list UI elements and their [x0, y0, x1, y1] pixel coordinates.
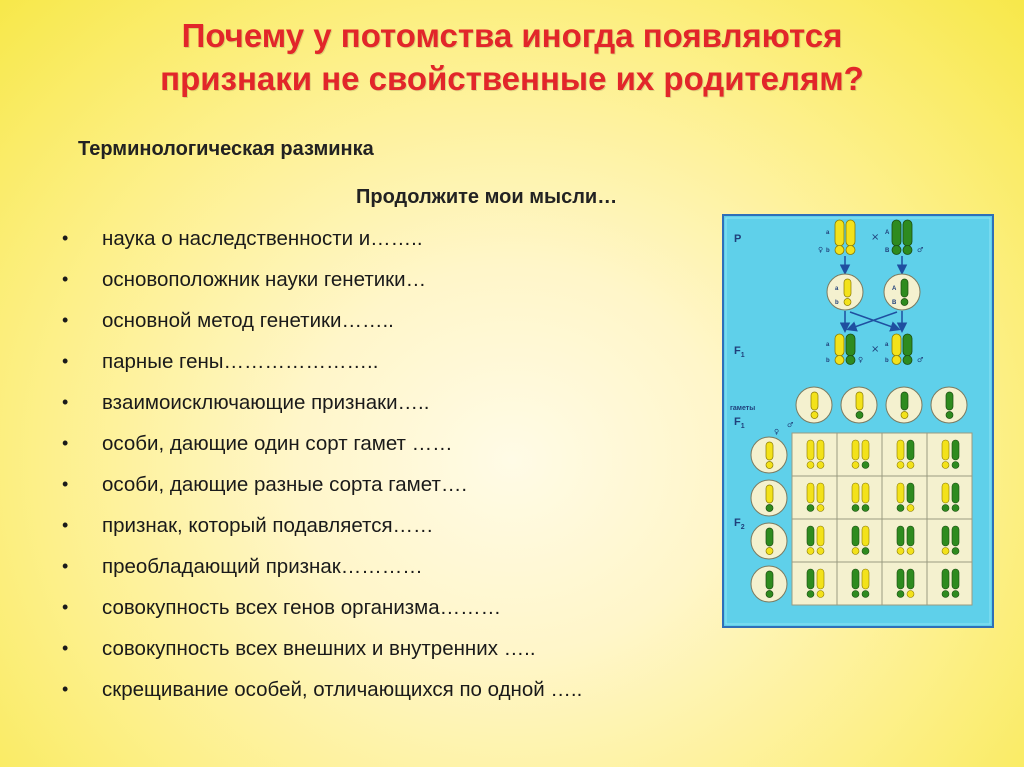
parent-gamete-ab — [827, 274, 863, 310]
term-list — [62, 218, 582, 710]
chromosome-dot — [817, 548, 824, 555]
gamete-aB — [886, 387, 922, 423]
chromosome-dot — [817, 505, 824, 512]
chromosome-dot — [817, 591, 824, 598]
punnett-cell — [837, 519, 882, 562]
punnett-cell — [882, 519, 927, 562]
list-item-text: взаимоисключающие признаки….. — [102, 391, 430, 414]
chromosome-dot — [942, 591, 949, 598]
chromosome-dot — [907, 591, 914, 598]
chromosome-dot — [952, 462, 959, 469]
svg-text:b: b — [826, 248, 830, 254]
svg-text:♀: ♀ — [774, 428, 780, 436]
bullet-icon: • — [62, 638, 69, 658]
svg-text:a: a — [826, 230, 830, 236]
bullet-icon: • — [62, 474, 69, 494]
bullet-icon: • — [62, 310, 69, 330]
chromosome-dot — [807, 462, 814, 469]
punnett-cell — [792, 519, 837, 562]
chromosome-bar — [862, 526, 869, 546]
parent-gamete-AB — [884, 274, 920, 310]
title-line-2: признаки не свойственные их родителям? — [160, 60, 864, 97]
bullet-icon: • — [62, 269, 69, 289]
list-item-text: особи, дающие один сорт гамет …… — [102, 432, 453, 455]
bullet-icon: • — [62, 679, 69, 699]
chromosome-bar — [817, 440, 824, 460]
list-item-text: парные гены………………….. — [102, 350, 379, 373]
label-gametes: гаметы — [730, 405, 756, 412]
subtitle: Терминологическая разминка — [78, 138, 374, 160]
svg-text:a: a — [835, 286, 839, 292]
bullet-icon: • — [62, 515, 69, 535]
punnett-cell — [882, 562, 927, 605]
svg-text:B: B — [892, 300, 897, 306]
chromosome-dot — [862, 462, 869, 469]
chromosome-bar — [897, 440, 904, 460]
list-item — [62, 669, 582, 710]
chromosome-bar — [852, 526, 859, 546]
chromosome-dot — [807, 591, 814, 598]
chromosome-bar — [952, 569, 959, 589]
chromosome-bar — [852, 440, 859, 460]
bullet-icon: • — [62, 597, 69, 617]
bullet-icon: • — [62, 433, 69, 453]
chromosome-bar — [852, 569, 859, 589]
chromosome-bar — [897, 569, 904, 589]
svg-text:b: b — [835, 300, 839, 306]
punnett-cell — [837, 433, 882, 476]
chromosome-bar — [942, 569, 949, 589]
list-item-text: основоположник науки генетики… — [102, 268, 427, 291]
svg-text:a: a — [885, 342, 889, 348]
bullet-icon: • — [62, 392, 69, 412]
list-item-text: наука о наследственности и…….. — [102, 227, 423, 250]
punnett-cell — [882, 433, 927, 476]
gamete-Ab — [841, 387, 877, 423]
list-item — [62, 628, 582, 669]
chromosome-bar — [807, 440, 814, 460]
list-item — [62, 382, 582, 423]
punnett-cell — [927, 562, 972, 605]
chromosome-bar — [942, 526, 949, 546]
chromosome-dot — [907, 505, 914, 512]
svg-text:B: B — [885, 248, 890, 254]
chromosome-bar — [897, 483, 904, 503]
chromosome-bar — [952, 483, 959, 503]
chromosome-bar — [807, 526, 814, 546]
list-item — [62, 587, 582, 628]
punnett-cell — [927, 433, 972, 476]
dihybrid-cross-diagram — [722, 214, 994, 628]
chromosome-dot — [807, 505, 814, 512]
svg-text:♂: ♂ — [787, 421, 794, 429]
punnett-cell — [792, 433, 837, 476]
chromosome-dot — [862, 548, 869, 555]
chromosome-bar — [942, 440, 949, 460]
punnett-cell — [927, 476, 972, 519]
chromosome-dot — [852, 591, 859, 598]
chromosome-bar — [862, 440, 869, 460]
punnett-grid — [792, 433, 972, 605]
bullet-icon: • — [62, 351, 69, 371]
list-item — [62, 300, 582, 341]
chromosome-bar — [852, 483, 859, 503]
punnett-cell — [792, 476, 837, 519]
chromosome-bar — [807, 569, 814, 589]
chromosome-dot — [952, 591, 959, 598]
svg-text:a: a — [826, 342, 830, 348]
chromosome-dot — [952, 548, 959, 555]
chromosome-dot — [897, 462, 904, 469]
chromosome-dot — [852, 505, 859, 512]
svg-text:A: A — [892, 286, 897, 292]
list-item-text: совокупность всех внешних и внутренних ….. — [102, 637, 536, 660]
list-item — [62, 423, 582, 464]
svg-text:♀: ♀ — [858, 356, 864, 364]
chromosome-bar — [817, 526, 824, 546]
chromosome-bar — [952, 440, 959, 460]
label-f1: $F_1$ — [734, 345, 745, 359]
cross-symbol: × — [871, 232, 880, 243]
chromosome-dot — [907, 462, 914, 469]
chromosome-dot — [907, 548, 914, 555]
chromosome-bar — [862, 569, 869, 589]
chromosome-dot — [897, 505, 904, 512]
chromosome-dot — [942, 548, 949, 555]
chromosome-dot — [897, 548, 904, 555]
chromosome-bar — [817, 569, 824, 589]
punnett-cell — [882, 476, 927, 519]
svg-text:♂: ♂ — [917, 246, 924, 254]
label-gametes-f1: $F_1$ — [734, 416, 745, 430]
svg-text:b: b — [826, 358, 830, 364]
label-f2: $F_2$ — [734, 517, 745, 531]
slide-title — [40, 14, 984, 100]
list-item-text: особи, дающие разные сорта гамет…. — [102, 473, 468, 496]
chromosome-dot — [897, 591, 904, 598]
chromosome-bar — [907, 569, 914, 589]
list-item-text: скрещивание особей, отличающихся по одной ….. — [102, 678, 583, 701]
list-item — [62, 464, 582, 505]
punnett-cell — [792, 562, 837, 605]
svg-text:b: b — [885, 358, 889, 364]
svg-text:A: A — [885, 230, 890, 236]
list-item-text: преобладающий признак………… — [102, 555, 423, 578]
list-item-text: основной метод генетики…….. — [102, 309, 394, 332]
chromosome-bar — [862, 483, 869, 503]
label-p: P — [734, 233, 742, 245]
list-item-text: признак, который подавляется…… — [102, 514, 434, 537]
prompt-text: Продолжите мои мысли… — [356, 186, 618, 208]
chromosome-dot — [817, 462, 824, 469]
chromosome-dot — [942, 505, 949, 512]
punnett-cell — [837, 562, 882, 605]
list-item — [62, 259, 582, 300]
punnett-cell — [927, 519, 972, 562]
list-item — [62, 341, 582, 382]
bullet-icon: • — [62, 228, 69, 248]
chromosome-dot — [862, 505, 869, 512]
svg-text:♀: ♀ — [818, 246, 824, 254]
chromosome-bar — [907, 440, 914, 460]
bullet-icon: • — [62, 556, 69, 576]
chromosome-dot — [852, 548, 859, 555]
chromosome-bar — [807, 483, 814, 503]
list-item — [62, 218, 582, 259]
list-item — [62, 546, 582, 587]
list-item — [62, 505, 582, 546]
chromosome-dot — [942, 462, 949, 469]
title-line-1: Почему у потомства иногда появляются — [181, 17, 843, 54]
chromosome-dot — [807, 548, 814, 555]
svg-text:♂: ♂ — [917, 356, 924, 364]
chromosome-bar — [897, 526, 904, 546]
chromosome-bar — [817, 483, 824, 503]
chromosome-bar — [952, 526, 959, 546]
chromosome-bar — [907, 526, 914, 546]
chromosome-dot — [862, 591, 869, 598]
chromosome-bar — [907, 483, 914, 503]
gamete-AB — [796, 387, 832, 423]
chromosome-dot — [952, 505, 959, 512]
gamete-ab — [931, 387, 967, 423]
punnett-cell — [837, 476, 882, 519]
cross-symbol-f1: × — [871, 344, 880, 355]
list-item-text: совокупность всех генов организма……… — [102, 596, 502, 619]
chromosome-bar — [942, 483, 949, 503]
chromosome-dot — [852, 462, 859, 469]
